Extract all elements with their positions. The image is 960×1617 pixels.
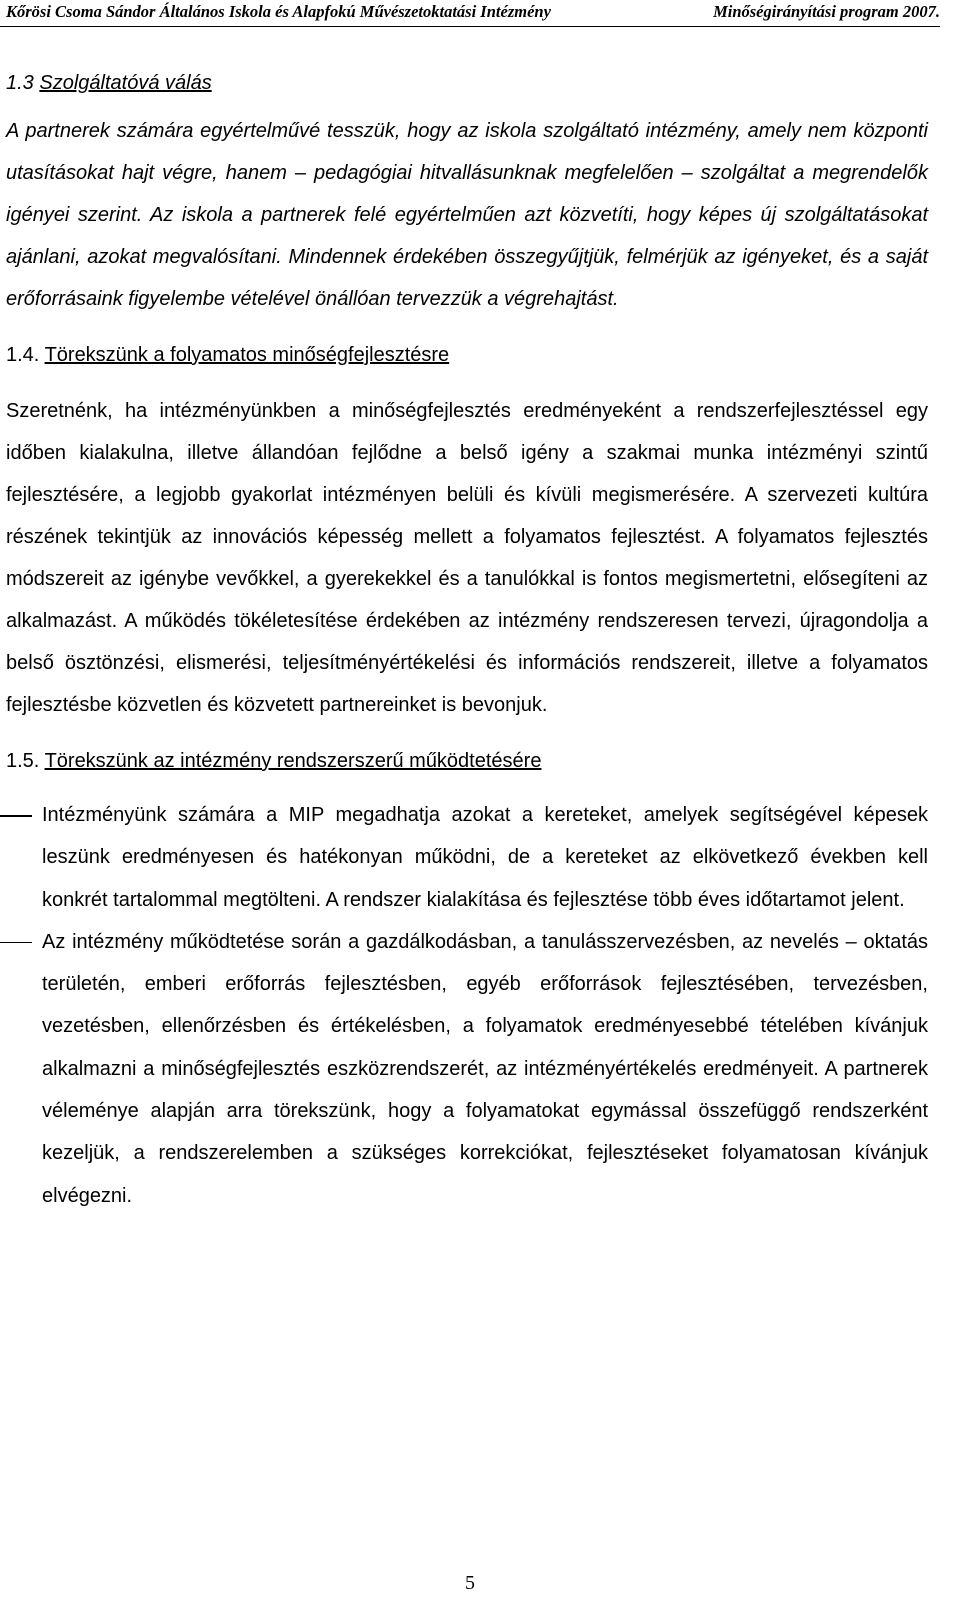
dash-bullet-icon [0,815,32,817]
list-item [6,794,928,921]
dash-bullet-icon [0,942,32,944]
list-item [6,921,928,1217]
header-document-title: Minőségirányítási program 2007. [713,2,940,21]
section-heading-1-5 [6,748,928,774]
section-heading-1-3 [6,70,928,96]
section-heading-1-4 [6,342,928,368]
section-number: 1.3 [6,72,34,94]
section-1-3-paragraph: A partnerek számára egyértelművé tesszük, hogy az iskola szolgáltató intézmény, amely nem központi utasításokat hajt végre, hanem – pedagógiai hitvallásunknak megfelelően – szolgáltat a megrendelők igényei szerint. Az iskola a partnerek felé egyértelműen azt közvetíti, hogy képes új szolgáltatásokat ajánlani, azokat megvalósítani. Mindennek érdekében összegyűjtjük, felmérjük az igényeket, és a saját erőforrásaink figyelembe vételével önállóan tervezzük a végrehajtást. [6,120,928,310]
section-title: Törekszünk a folyamatos minőségfejlesztésre [44,344,450,366]
section-title: Szolgáltatóvá válás [39,72,212,94]
list-item-text: Intézményünk számára a MIP megadhatja azokat a kereteket, amelyek segítségével képesek leszünk eredményesen és hatékonyan működni, de a kereteket az elkövetkező években kell konkrét tartalommal megtölteni. A rendszer kialakítása és fejlesztése több éves időtartamot jelent. [42,804,928,911]
header-institution-name: Kőrösi Csoma Sándor Általános Iskola és Alapfokú Művészetoktatási Intézmény [6,2,551,21]
page-number: 5 [465,1572,475,1594]
page-header [0,0,940,27]
section-number: 1.4. [6,344,40,366]
list-item-text: Az intézmény működtetése során a gazdálkodásban, a tanulásszervezésben, az nevelés – oktatás területén, emberi erőforrás fejlesztésben, egyéb erőforrások fejlesztésében, tervezésben, vezetésben, ellenőrzésben és értékelésben, a folyamatok eredményesebbé tételében kívánjuk alkalmazni a minőségfejlesztés eszközrendszerét, az intézményértékelés eredményeit. A partnerek véleménye alapján arra törekszünk, hogy a folyamatokat egymással összefüggő rendszerként kezeljük, a rendszerelemben a szükséges korrekciókat, fejlesztéseket folyamatosan kívánjuk elvégezni. [42,930,928,1207]
section-title: Törekszünk az intézmény rendszerszerű működtetésére [44,750,542,772]
section-1-5-list [6,794,928,1217]
document-body [6,70,928,1217]
section-number: 1.5. [6,750,40,772]
section-1-4-paragraph: Szeretnénk, ha intézményünkben a minőségfejlesztés eredményeként a rendszerfejlesztéssel egy időben kialakulna, illetve állandóan fejlődne a belső igény a szakmai munka intézményi szintű fejlesztésére, a legjobb gyakorlat intézményen belüli és kívüli megismerésére. A szervezeti kultúra részének tekintjük az innovációs képesség mellett a folyamatos fejlesztést. A folyamatos fejlesztés módszereit az igénybe vevőkkel, a gyerekekkel és a tanulókkal is fontos megismertetni, elősegíteni az alkalmazást. A működés tökéletesítése érdekében az intézmény rendszeresen tervezi, újragondolja a belső ösztönzési, elismerési, teljesítményértékelési és információs rendszereit, illetve a folyamatos fejlesztésbe közvetlen és közvetett partnereinket is bevonjuk. [6,400,928,716]
